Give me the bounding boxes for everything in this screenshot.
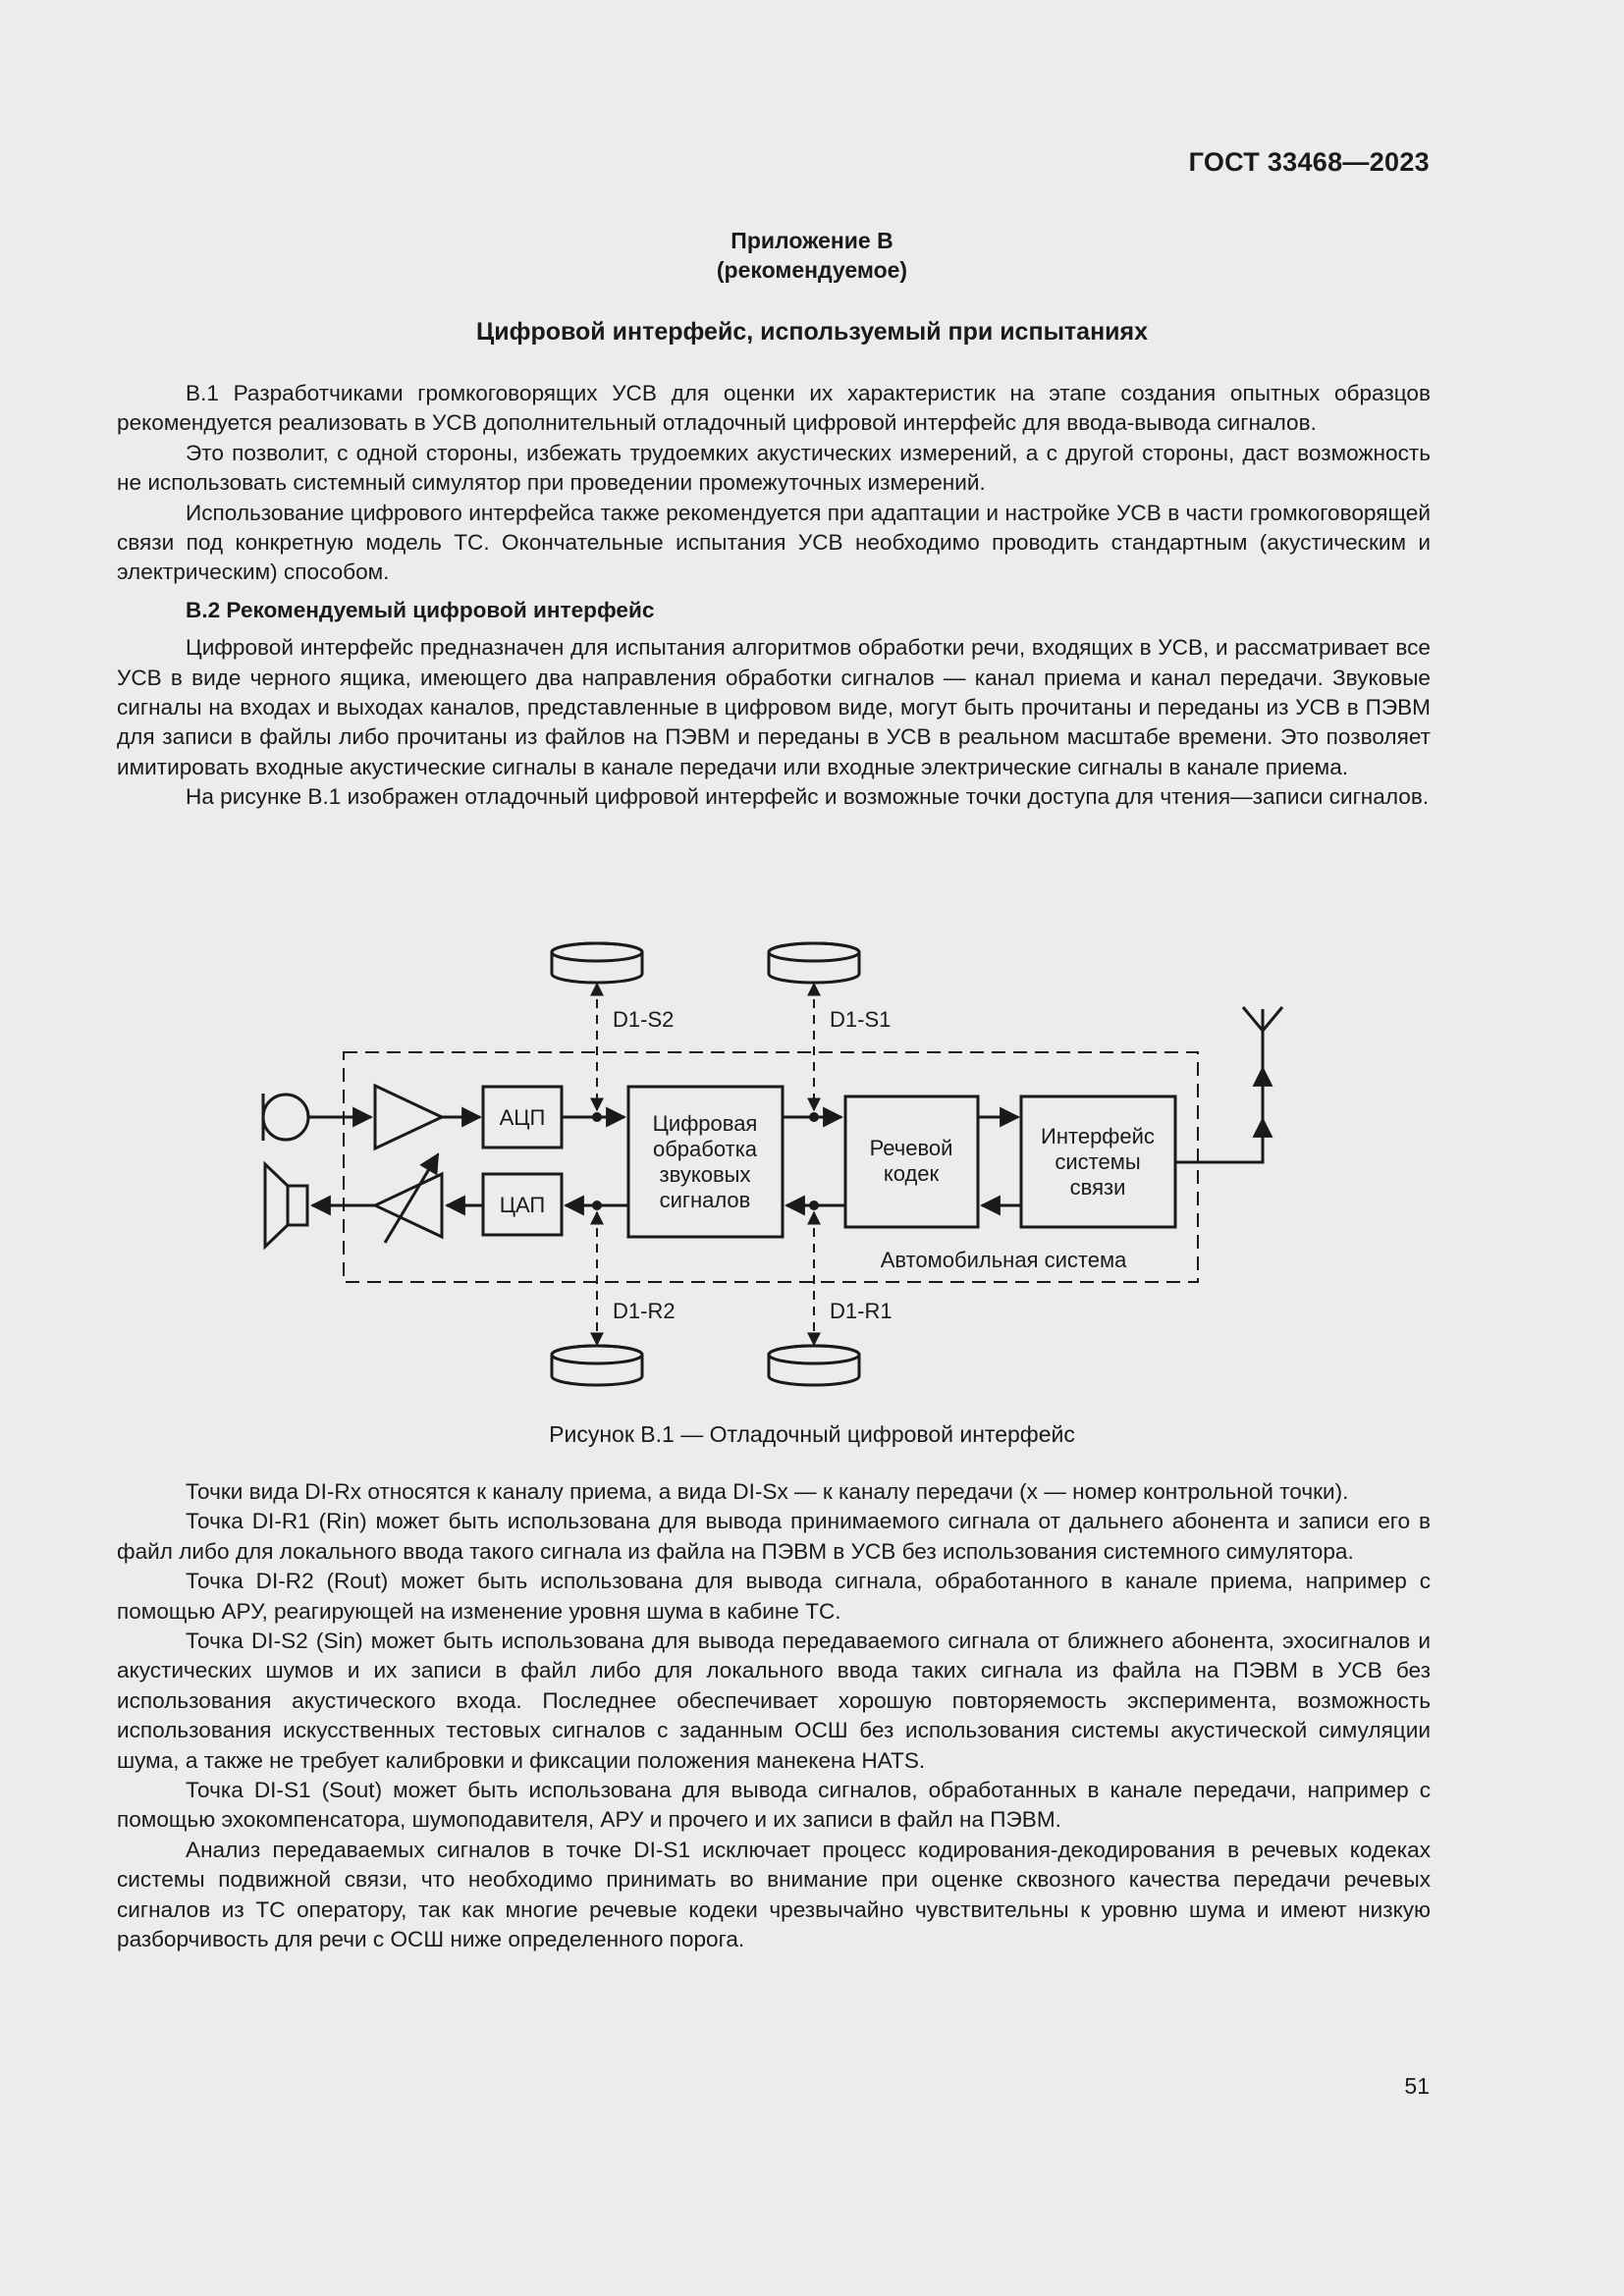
dsp-label-line: обработка: [652, 1137, 758, 1161]
annex-status: (рекомендуемое): [716, 257, 908, 283]
access-point-s1-label: D1-S1: [830, 1007, 892, 1032]
junction-dot: [592, 1201, 602, 1210]
comm-label-line: системы: [1055, 1149, 1141, 1174]
paragraph: В.1 Разработчиками громкоговорящих УСВ для оценки их характеристик на этапе создания опытных образцов рекомендуется реализовать в УСВ дополнительный отладочный цифровой интерфейс для ввода-вывода сигналов.: [117, 381, 1431, 436]
intro-text: [117, 379, 1431, 813]
access-point-s2-label: D1-S2: [613, 1007, 675, 1032]
paragraph: Анализ передаваемых сигналов в точке DI-S1 исключает процесс кодирования-декодирования в речевых кодеках системы подвижной связи, что необходимо принимать во внимание при оценке сквозного качества передачи речевых сигналов из ТС оператору, так как многие речевые кодеки чрезвычайно чувствительны к уровню шума и имеют низкую разборчивость для речи с ОСШ ниже определенного порога.: [117, 1837, 1431, 1952]
comm-label-line: Интерфейс: [1041, 1124, 1155, 1148]
junction-dot: [809, 1112, 819, 1122]
dsp-label-line: Цифровая: [652, 1111, 758, 1136]
adjustable-amplifier-icon: [375, 1154, 442, 1243]
body-text: [117, 1477, 1431, 1955]
antenna-icon: [1243, 1007, 1282, 1041]
page-number: 51: [1404, 2073, 1430, 2099]
paragraph: Точка DI-S1 (Sout) может быть использована для вывода сигналов, обработанных в канале передачи, например с помощью эхокомпенсатора, шумоподавителя, АРУ и прочего и их записи в файл на ПЭВМ.: [117, 1778, 1431, 1833]
adc-label: АЦП: [499, 1105, 546, 1130]
amplifier-icon: [375, 1086, 442, 1148]
access-point-r2-label: D1-R2: [613, 1299, 676, 1323]
subsection-heading: В.2 Рекомендуемый цифровой интерфейс: [186, 597, 655, 622]
microphone-icon: [263, 1094, 308, 1141]
paragraph: Точка DI-R2 (Rout) может быть использована для вывода сигнала, обработанного в канале приема, например с помощью АРУ, реагирующей на изменение уровня шума в кабине ТС.: [117, 1569, 1431, 1624]
codec-label-line: кодек: [883, 1161, 940, 1186]
document-code: ГОСТ 33468—2023: [1188, 147, 1430, 177]
debug-interface-diagram: [0, 923, 1624, 1394]
dac-label: ЦАП: [499, 1193, 546, 1217]
storage-disk-s1-icon: [769, 943, 859, 983]
paragraph: Точка DI-S2 (Sin) может быть использована для вывода передаваемого сигнала от ближнего абонента, эхосигналов и акустических шумов и их записи в файл либо для локального ввода таких сигнала из файла на ПЭВМ в УСВ без использования акустического входа. Последнее обеспечивает хорошую повторяемость эксперимента, возможность использования искусственных тестовых сигналов с заданным ОСШ без использования системы акустической симуляции шума, а также не требует калибровки и фиксации положения манекена HATS.: [117, 1629, 1431, 1773]
annex-heading: [0, 226, 1624, 285]
paragraph: На рисунке В.1 изображен отладочный цифровой интерфейс и возможные точки доступа для чтения—записи сигналов.: [186, 784, 1430, 810]
codec-label-line: Речевой: [869, 1136, 953, 1160]
paragraph: Точка DI-R1 (Rin) может быть использована для вывода принимаемого сигнала от дальнего абонента и записи его в файл либо для локального ввода такого сигнала из файла на ПЭВМ в УСВ без использования системного симулятора.: [117, 1509, 1431, 1564]
paragraph: Использование цифрового интерфейса также рекомендуется при адаптации и настройке УСВ в части громкоговорящей связи под конкретную модель ТС. Окончательные испытания УСВ необходимо проводить стандартным (акустическим и электрическим) способом.: [117, 500, 1431, 585]
access-point-r1-label: D1-R1: [830, 1299, 893, 1323]
storage-disk-r2-icon: [552, 1346, 642, 1385]
system-label: Автомобильная система: [880, 1248, 1127, 1272]
junction-dot: [809, 1201, 819, 1210]
paragraph: Цифровой интерфейс предназначен для испытания алгоритмов обработки речи, входящих в УСВ, и рассматривает все УСВ в виде черного ящика, имеющего два направления обработки сигналов — канал приема и канал передачи. Звуковые сигналы на входах и выходах каналов, представленные в цифровом виде, могут быть прочитаны и переданы из УСВ в ПЭВМ для записи в файлы либо прочитаны из файлов на ПЭВМ и переданы в УСВ в реальном масштабе времени. Это позволяет имитировать входные акустические сигналы в канале передачи или входные электрические сигналы в канале приема.: [117, 635, 1431, 779]
dsp-label-line: сигналов: [659, 1188, 751, 1212]
junction-dot: [592, 1112, 602, 1122]
comm-label-line: связи: [1069, 1175, 1126, 1200]
storage-disk-r1-icon: [769, 1346, 859, 1385]
annex-title: Приложение В: [731, 228, 893, 253]
storage-disk-s2-icon: [552, 943, 642, 983]
figure-caption: Рисунок В.1 — Отладочный цифровой интерфейс: [549, 1421, 1075, 1447]
section-title: Цифровой интерфейс, используемый при испытаниях: [475, 318, 1149, 346]
dsp-label-line: звуковых: [659, 1162, 751, 1187]
paragraph: Точки вида DI-Rx относятся к каналу приема, а вида DI-Sx — к каналу передачи (x — номер контрольной точки).: [186, 1479, 1349, 1504]
loudspeaker-icon: [265, 1164, 307, 1247]
paragraph: Это позволит, с одной стороны, избежать трудоемких акустических измерений, а с другой стороны, даст возможность не использовать системный симулятор при проведении промежуточных измерений.: [117, 440, 1431, 496]
